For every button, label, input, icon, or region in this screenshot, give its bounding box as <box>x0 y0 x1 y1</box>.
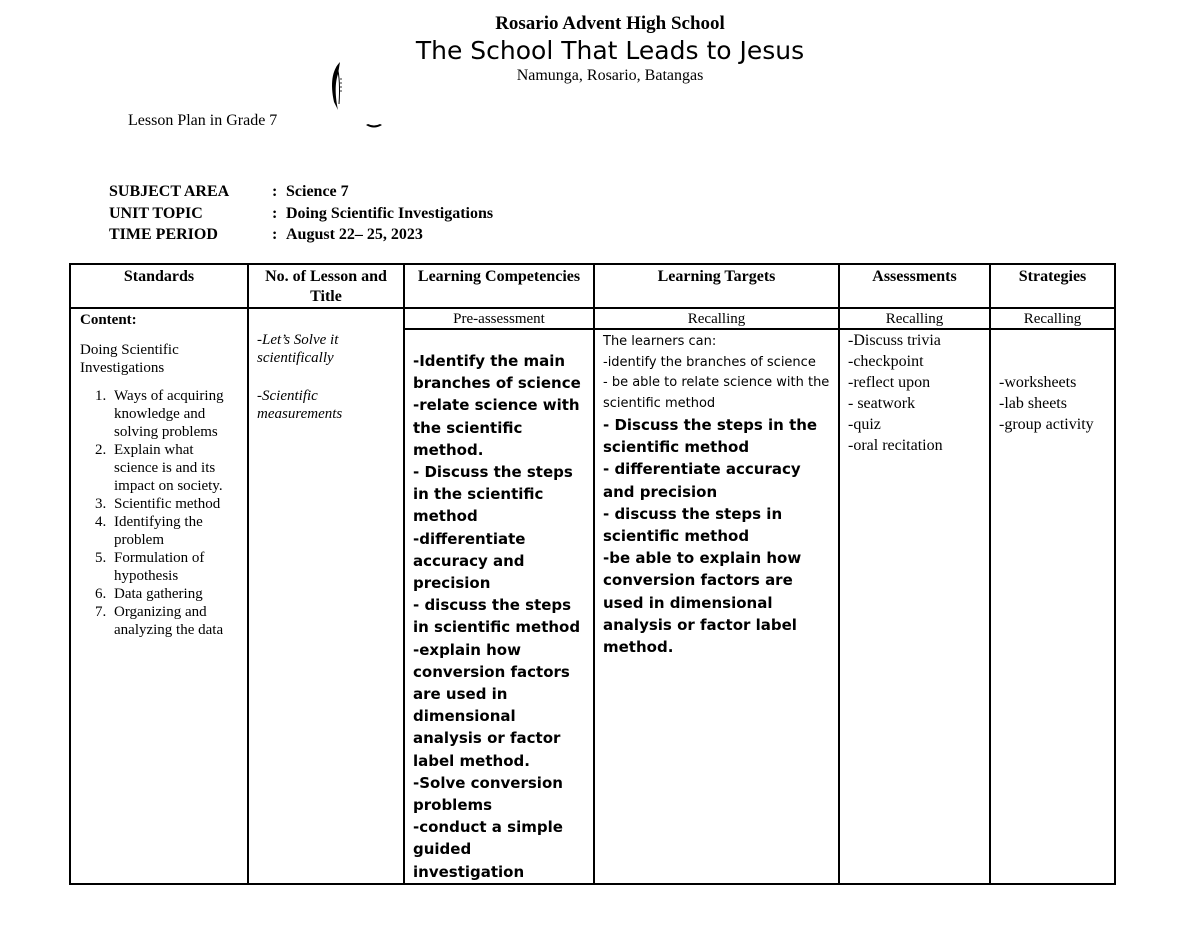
subject-area-label: SUBJECT AREA <box>109 183 230 200</box>
header-competencies: Learning Competencies <box>404 264 594 308</box>
lesson-title: -Scientific measurements <box>257 388 343 422</box>
header-lessons: No. of Lesson and Title <box>248 264 404 308</box>
list-item: -worksheets <box>999 374 1077 391</box>
list-item: - differentiate accuracy and precision <box>603 460 801 501</box>
list-item: -Identify the main branches of science <box>413 352 581 393</box>
school-motto: The School That Leads to Jesus <box>415 36 805 65</box>
unit-topic-value: Doing Scientific Investigations <box>286 204 494 222</box>
list-item: 4. Identifying the problem <box>110 513 241 549</box>
unit-topic-row <box>109 203 493 225</box>
competencies-cell <box>404 329 594 884</box>
list-item: -checkpoint <box>848 353 924 370</box>
table-header-row <box>70 264 1115 308</box>
list-item: -Discuss trivia <box>848 332 941 349</box>
header-strategies: Strategies <box>990 264 1115 308</box>
list-item: -Solve conversion problems <box>413 773 563 815</box>
list-item: - discuss the steps in scientific method <box>413 596 581 637</box>
colon: : <box>272 183 278 200</box>
targets-intro: The learners can: <box>603 334 717 349</box>
list-item: - be able to relate science with the scientific method <box>603 375 830 411</box>
standards-cell <box>70 308 248 884</box>
targets-cell <box>594 329 839 884</box>
time-period-value: August 22– 25, 2023 <box>286 226 423 243</box>
list-item: -reflect upon <box>848 374 931 391</box>
list-item: -be able to explain how conversion factors are used in dimensional analysis or factor label method. <box>603 549 802 657</box>
list-item: 3. Scientific method <box>110 495 241 513</box>
subject-area-row <box>109 181 493 203</box>
list-item: 2. Explain what science is and its impact on society. <box>110 441 241 495</box>
list-item: -conduct a simple guided investigation <box>413 818 563 881</box>
lesson-info <box>109 181 493 246</box>
list-item: -quiz <box>848 416 881 433</box>
list-item: 5. Formulation of hypothesis <box>110 549 241 585</box>
list-item: 6. Data gathering <box>110 585 241 603</box>
header-standards: Standards <box>70 264 248 308</box>
school-name: Rosario Advent High School <box>495 13 725 34</box>
assessments-cell <box>839 329 990 884</box>
list-item: -group activity <box>999 416 1094 433</box>
lessons-cell <box>248 308 404 884</box>
list-item: -lab sheets <box>999 395 1067 412</box>
list-item: - Discuss the steps in the scientific method <box>603 416 818 457</box>
lesson-plan-table <box>69 263 1116 885</box>
list-item: - Discuss the steps in the scientific method <box>413 463 573 526</box>
list-item: -differentiate accuracy and precision <box>413 529 526 593</box>
school-address: Namunga, Rosario, Batangas <box>516 67 704 84</box>
strategies-cell <box>990 329 1115 884</box>
standards-list <box>80 387 241 639</box>
header-assessments: Assessments <box>839 264 990 308</box>
list-item: -relate science with the scientific method. <box>413 396 580 459</box>
time-period-row <box>109 224 493 246</box>
colon: : <box>272 226 278 243</box>
strategies-sublabel: Recalling <box>990 308 1115 329</box>
list-item: - seatwork <box>848 395 916 412</box>
content-label: Content: <box>80 312 137 328</box>
logo-fragment-icon <box>328 60 348 112</box>
unit-topic-label: UNIT TOPIC <box>109 204 203 222</box>
list-item: -explain how conversion factors are used in dimensional analysis or factor label method. <box>413 640 570 770</box>
header-targets: Learning Targets <box>594 264 839 308</box>
list-item: 1. Ways of acquiring knowledge and solving problems <box>110 387 241 441</box>
list-item: 7. Organizing and analyzing the data <box>110 603 241 639</box>
colon: : <box>272 204 278 222</box>
list-item: -identify the branches of science <box>603 354 816 370</box>
logo-fragment-dash-icon <box>366 124 382 130</box>
assessments-sublabel: Recalling <box>839 308 990 329</box>
targets-sublabel: Recalling <box>594 308 839 329</box>
lesson-plan-label: Lesson Plan in Grade 7 <box>128 112 278 129</box>
document-header <box>0 12 1200 86</box>
lesson-title: -Let’s Solve it scientifically <box>257 332 339 366</box>
competencies-sublabel: Pre-assessment <box>404 308 594 329</box>
list-item: - discuss the steps in scientific method <box>603 504 783 546</box>
list-item: -oral recitation <box>848 437 943 454</box>
standards-topic: Doing Scientific Investigations <box>80 342 179 376</box>
time-period-label: TIME PERIOD <box>109 226 218 243</box>
subject-area-value: Science 7 <box>286 183 349 200</box>
table-sublabel-row <box>70 308 1115 329</box>
